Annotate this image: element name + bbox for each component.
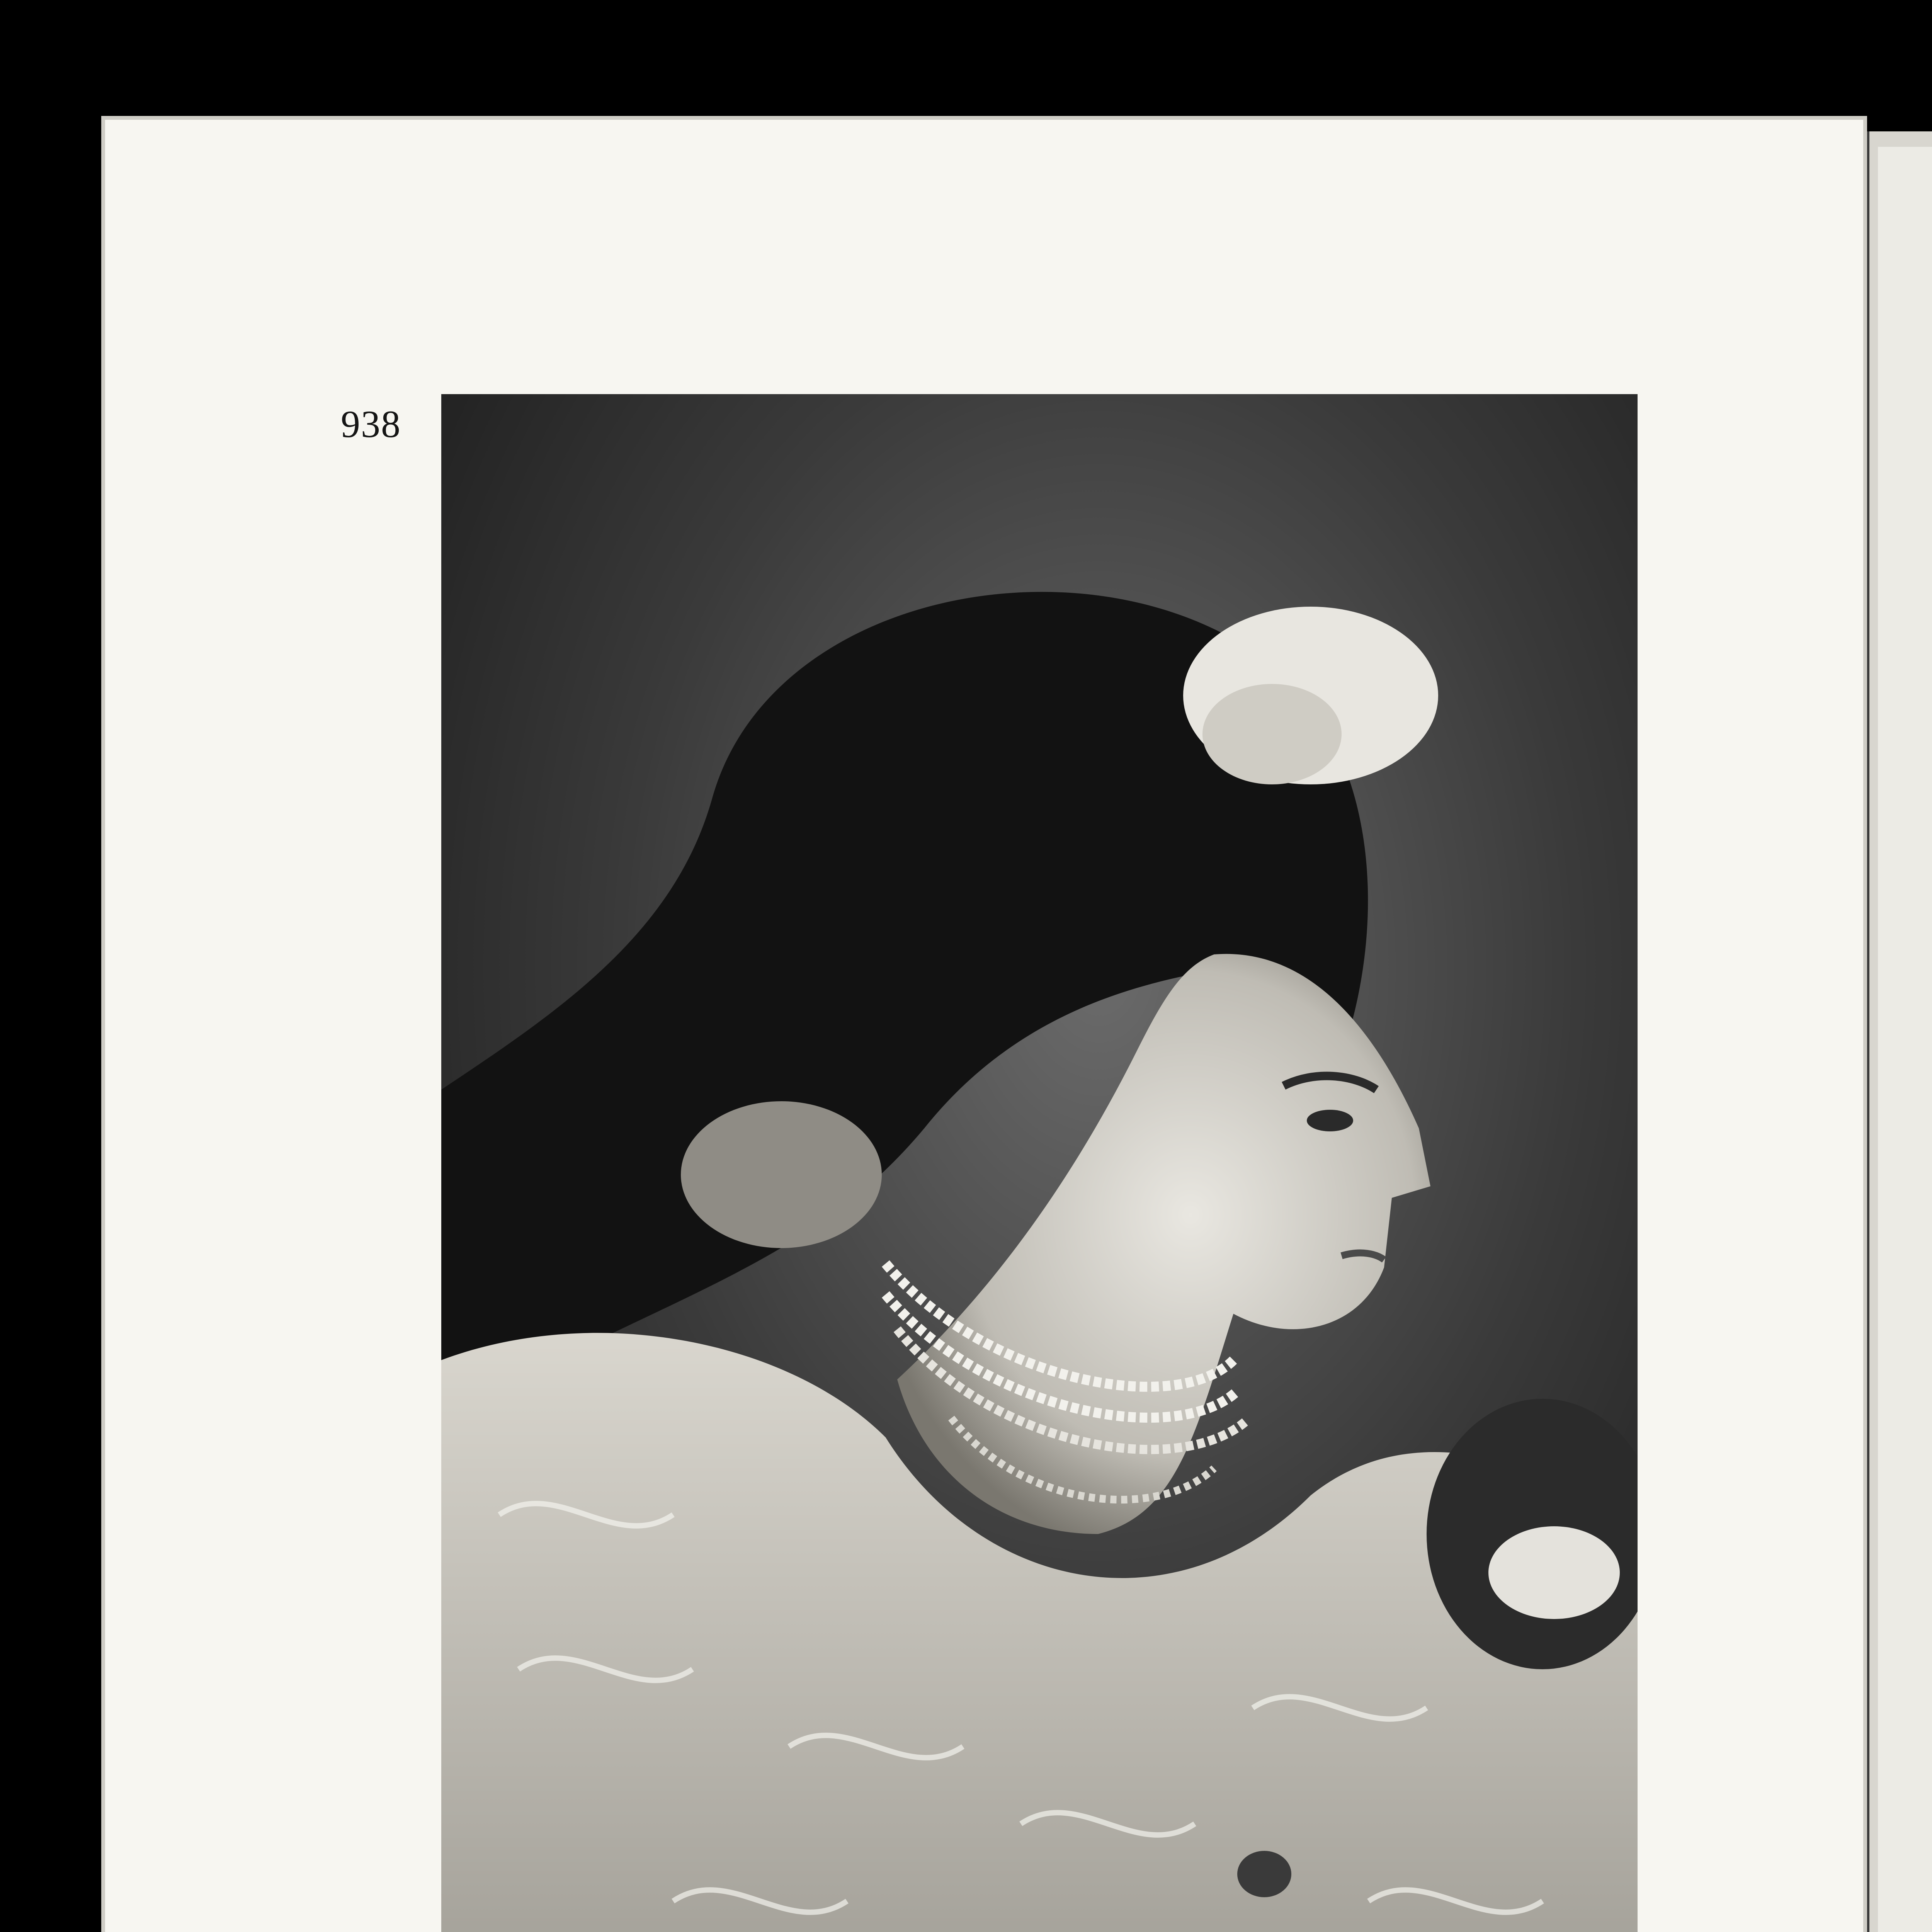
next-page-edge <box>1878 147 1932 1932</box>
page-number: 938 <box>341 403 401 446</box>
magazine-page <box>101 116 1867 1932</box>
portrait-photograph <box>441 394 1638 1932</box>
